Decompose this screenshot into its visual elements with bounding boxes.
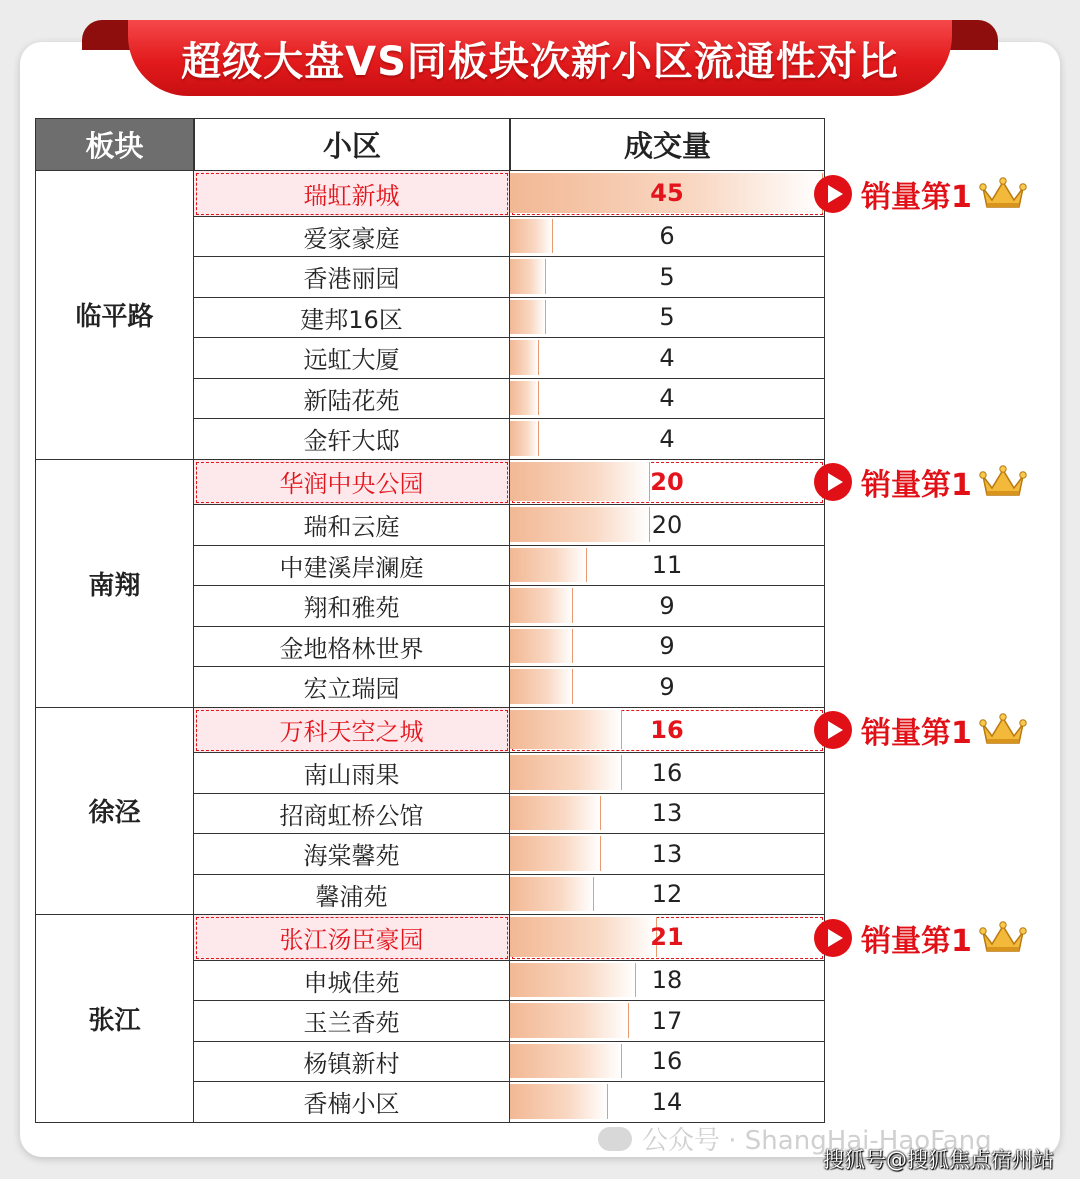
community-name: 爱家豪庭 (194, 217, 510, 258)
table-row (194, 753, 825, 794)
community-name: 远虹大厦 (194, 338, 510, 379)
sector-cell: 张江 (35, 915, 194, 1123)
volume-value: 5 (659, 262, 675, 291)
community-name: 瑞和云庭 (194, 505, 510, 546)
volume-cell (510, 961, 825, 1002)
community-name: 建邦16区 (194, 298, 510, 339)
table-row (194, 875, 825, 916)
table-row (194, 627, 825, 668)
volume-value: 13 (651, 839, 683, 868)
community-name: 华润中央公园 (194, 460, 510, 506)
volume-cell (510, 627, 825, 668)
volume-cell (510, 1001, 825, 1042)
table-row-top (194, 708, 825, 754)
top-seller-badge (814, 462, 1028, 502)
volume-value: 16 (651, 758, 683, 787)
community-name: 招商虹桥公馆 (194, 794, 510, 835)
community-name: 玉兰香苑 (194, 1001, 510, 1042)
table-row (194, 586, 825, 627)
badge-label: 销量第1 (861, 179, 972, 215)
community-name: 张江汤臣豪园 (194, 915, 510, 961)
volume-cell (510, 379, 825, 420)
page-title: 超级大盘VS同板块次新小区流通性对比 (181, 38, 899, 85)
volume-cell (510, 505, 825, 546)
volume-cell (510, 667, 825, 708)
volume-cell (510, 171, 825, 217)
banner-ribbon (128, 20, 952, 96)
volume-value: 4 (659, 343, 675, 372)
play-icon (814, 919, 852, 957)
header-volume: 成交量 (510, 118, 825, 171)
community-name: 万科天空之城 (194, 708, 510, 754)
volume-table (35, 118, 825, 1123)
volume-value: 9 (659, 591, 675, 620)
volume-value: 20 (650, 467, 684, 496)
community-name: 翔和雅苑 (194, 586, 510, 627)
table-row (194, 298, 825, 339)
play-icon (814, 175, 852, 213)
play-icon (814, 463, 852, 501)
top-seller-badge (814, 710, 1028, 750)
volume-value: 9 (659, 632, 675, 661)
top-seller-badge (814, 918, 1028, 958)
sector-cell: 徐泾 (35, 708, 194, 916)
volume-value: 21 (650, 923, 684, 952)
source-credit: 搜狐号@搜狐焦点宿州站 (823, 1148, 1054, 1172)
top-seller-badge (814, 174, 1028, 214)
table-row (194, 961, 825, 1002)
sector-cell: 临平路 (35, 171, 194, 460)
volume-cell (510, 1042, 825, 1083)
community-name: 金轩大邸 (194, 419, 510, 460)
volume-cell (510, 460, 825, 506)
badge-label: 销量第1 (861, 468, 972, 504)
table-row (194, 505, 825, 546)
volume-value: 12 (651, 880, 683, 909)
volume-cell (510, 753, 825, 794)
volume-value: 9 (659, 672, 675, 701)
volume-value: 45 (650, 179, 684, 208)
header-community: 小区 (194, 118, 510, 171)
volume-cell (510, 546, 825, 587)
badge-label: 销量第1 (861, 923, 972, 959)
volume-cell (510, 338, 825, 379)
volume-cell (510, 708, 825, 754)
wechat-icon (598, 1127, 632, 1151)
volume-cell (510, 834, 825, 875)
table-row (194, 667, 825, 708)
table-row-top (194, 171, 825, 217)
community-name: 申城佳苑 (194, 961, 510, 1002)
community-name: 香港丽园 (194, 257, 510, 298)
community-name: 瑞虹新城 (194, 171, 510, 217)
volume-cell (510, 257, 825, 298)
volume-value: 14 (651, 1087, 683, 1116)
table-row (194, 257, 825, 298)
header-sector: 板块 (35, 118, 194, 171)
volume-cell (510, 915, 825, 961)
volume-value: 6 (659, 222, 675, 251)
volume-cell (510, 298, 825, 339)
volume-value: 17 (651, 1006, 683, 1035)
community-name: 金地格林世界 (194, 627, 510, 668)
volume-value: 4 (659, 384, 675, 413)
table-row (194, 794, 825, 835)
table-row (194, 834, 825, 875)
crown-icon (978, 464, 1028, 500)
community-name: 海棠馨苑 (194, 834, 510, 875)
table-row (194, 379, 825, 420)
volume-cell (510, 794, 825, 835)
table-row (194, 217, 825, 258)
community-name: 中建溪岸澜庭 (194, 546, 510, 587)
volume-value: 13 (651, 799, 683, 828)
volume-cell (510, 419, 825, 460)
table-row (194, 1001, 825, 1042)
crown-icon (978, 176, 1028, 212)
crown-icon (978, 712, 1028, 748)
volume-value: 4 (659, 424, 675, 453)
community-name: 新陆花苑 (194, 379, 510, 420)
community-name: 杨镇新村 (194, 1042, 510, 1083)
community-name: 香楠小区 (194, 1082, 510, 1123)
title-banner (82, 20, 998, 100)
community-name: 南山雨果 (194, 753, 510, 794)
table-row (194, 338, 825, 379)
volume-value: 20 (651, 510, 683, 539)
table-row (194, 419, 825, 460)
volume-cell (510, 1082, 825, 1123)
table-row (194, 1082, 825, 1123)
volume-value: 11 (651, 551, 683, 580)
volume-value: 5 (659, 303, 675, 332)
sector-cell: 南翔 (35, 460, 194, 708)
crown-icon (978, 920, 1028, 956)
community-name: 宏立瑞园 (194, 667, 510, 708)
volume-cell (510, 875, 825, 916)
community-name: 馨浦苑 (194, 875, 510, 916)
table-row (194, 1042, 825, 1083)
watermark-text: 公众号 · ShangHai-HaoFang (642, 1126, 992, 1156)
table-row-top (194, 915, 825, 961)
volume-cell (510, 586, 825, 627)
table-row (194, 546, 825, 587)
volume-value: 18 (651, 966, 683, 995)
badge-label: 销量第1 (861, 716, 972, 752)
play-icon (814, 711, 852, 749)
table-row-top (194, 460, 825, 506)
volume-value: 16 (651, 1047, 683, 1076)
volume-cell (510, 217, 825, 258)
volume-value: 16 (650, 715, 684, 744)
